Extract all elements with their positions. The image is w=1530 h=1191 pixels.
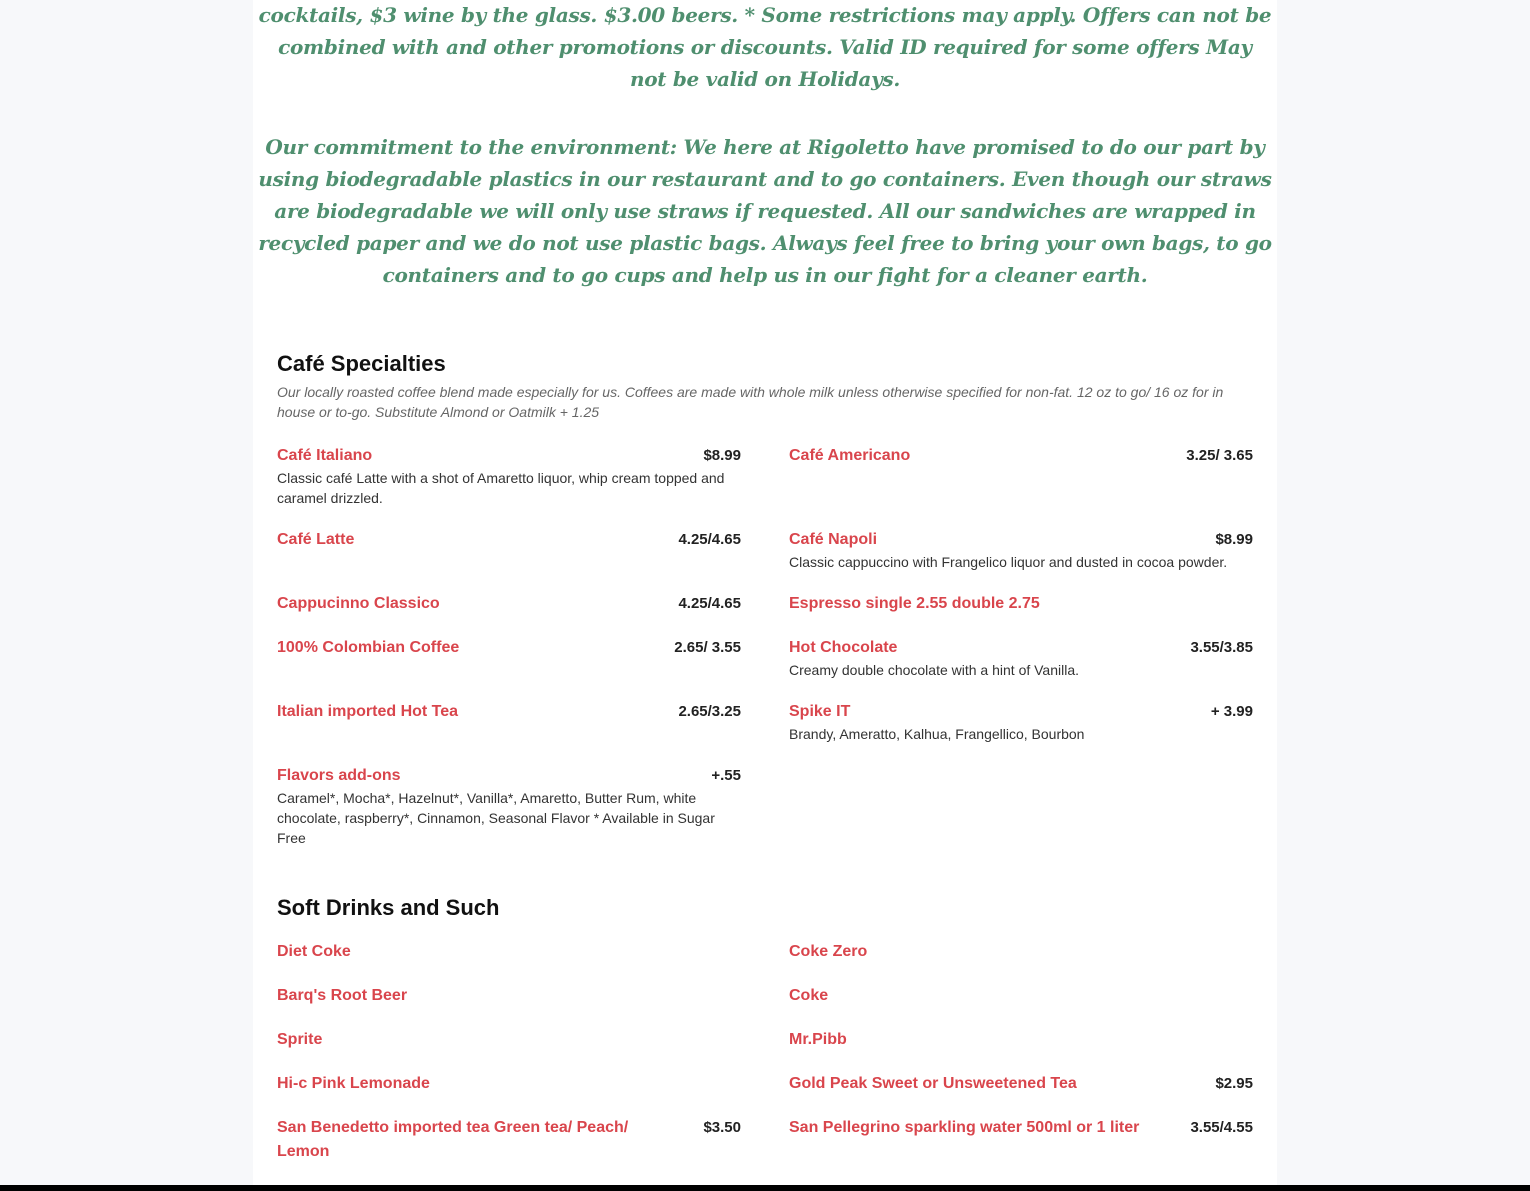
menu-item-description: Brandy, Ameratto, Kalhua, Frangellico, Bourbon bbox=[789, 726, 1085, 742]
menu-item bbox=[277, 984, 741, 1008]
menu-item-price: $8.99 bbox=[1215, 531, 1253, 548]
menu-item-price: 3.25/ 3.65 bbox=[1186, 447, 1253, 464]
menu-item-price: 3.55/4.55 bbox=[1190, 1119, 1253, 1136]
menu-item bbox=[277, 1072, 741, 1096]
menu-item-name: Coke Zero bbox=[789, 943, 868, 960]
menu-item-header bbox=[277, 1116, 741, 1164]
section-title: Café Specialties bbox=[277, 351, 446, 376]
menu-item bbox=[789, 1116, 1253, 1164]
menu-item-description: Classic café Latte with a shot of Amaretto liquor, whip cream topped and caramel drizzled. bbox=[277, 470, 725, 506]
menu-item-header bbox=[789, 940, 1253, 964]
menu-item-header bbox=[789, 700, 1253, 724]
menu-item-price: 4.25/4.65 bbox=[678, 595, 741, 612]
menu-item-name: Sprite bbox=[277, 1031, 323, 1048]
menu-item-name: Gold Peak Sweet or Unsweetened Tea bbox=[789, 1075, 1077, 1092]
menu-item-price: $8.99 bbox=[703, 447, 741, 464]
menu-item-header bbox=[789, 984, 1253, 1008]
menu-item-price: 2.65/ 3.55 bbox=[674, 639, 741, 656]
menu-item-name: Italian imported Hot Tea bbox=[277, 703, 459, 720]
menu-item-header bbox=[277, 700, 741, 724]
menu-item bbox=[277, 528, 741, 572]
menu-item-header bbox=[789, 636, 1253, 660]
menu-item-name: Flavors add-ons bbox=[277, 767, 401, 784]
menu-item-name: Cappucinno Classico bbox=[277, 595, 440, 612]
menu-item-header bbox=[789, 1028, 1253, 1052]
menu-item-header bbox=[789, 1116, 1253, 1140]
section-cafe-specialties bbox=[277, 348, 1253, 868]
promo-notice: cocktails, $3 wine by the glass. $3.00 beers. * Some restrictions may apply. Offers can not be combined with and other promotions or discounts. Valid ID required for some offers May not be valid on Holidays. bbox=[258, 3, 1272, 91]
menu-item-header bbox=[789, 592, 1253, 616]
menu-page bbox=[253, 0, 1277, 1185]
menu-item bbox=[277, 592, 741, 616]
menu-item-price: 3.55/3.85 bbox=[1190, 639, 1253, 656]
menu-item-description: Creamy double chocolate with a hint of Vanilla. bbox=[789, 662, 1080, 678]
menu-item-name: Café Latte bbox=[277, 531, 355, 548]
menu-item-name: 100% Colombian Coffee bbox=[277, 639, 460, 656]
menu-items-grid bbox=[277, 940, 1253, 1184]
menu-item bbox=[789, 592, 1253, 616]
menu-item-name: Barq's Root Beer bbox=[277, 987, 408, 1004]
menu-item-header bbox=[277, 940, 741, 964]
menu-item bbox=[789, 636, 1253, 680]
menu-item-price: + 3.99 bbox=[1210, 703, 1253, 720]
menu-item-header bbox=[277, 764, 741, 788]
section-title: Soft Drinks and Such bbox=[277, 895, 500, 920]
menu-item-name: Café Americano bbox=[789, 447, 911, 464]
menu-item bbox=[789, 1072, 1253, 1096]
menu-item-header bbox=[277, 528, 741, 552]
environment-notice: Our commitment to the environment: We here at Rigoletto have promised to do our part by using biodegradable plastics in our restaurant and to go containers. Even though our straws are biodegradable we will only use straws if requested. All our sandwiches are wrapped in recycled paper and we do not use plastic bags. Always feel free to bring your own bags, to go containers and to go cups and help us in our fight for a cleaner earth. bbox=[258, 135, 1272, 287]
menu-item-header bbox=[277, 1072, 741, 1096]
menu-item-price: +.55 bbox=[711, 767, 741, 784]
menu-item-description: Caramel*, Mocha*, Hazelnut*, Vanilla*, Amaretto, Butter Rum, white chocolate, raspberry*, Cinnamon, Seasonal Flavor * Available in Sugar Free bbox=[277, 790, 715, 846]
menu-item-name: Café Italiano bbox=[277, 447, 373, 464]
menu-item bbox=[277, 1116, 741, 1164]
menu-item-header bbox=[789, 1072, 1253, 1096]
menu-item-header bbox=[789, 528, 1253, 552]
section-soft-drinks bbox=[277, 892, 1253, 1184]
menu-item bbox=[277, 700, 741, 744]
menu-item-header bbox=[277, 984, 741, 1008]
menu-item-header bbox=[277, 1028, 741, 1052]
menu-item bbox=[789, 984, 1253, 1008]
menu-item bbox=[789, 700, 1253, 744]
menu-item bbox=[789, 940, 1253, 964]
menu-item bbox=[277, 636, 741, 680]
menu-item bbox=[277, 1028, 741, 1052]
menu-item bbox=[277, 940, 741, 964]
menu-item-description: Classic cappuccino with Frangelico liquor and dusted in cocoa powder. bbox=[789, 554, 1228, 570]
menu-item-price: $2.95 bbox=[1215, 1075, 1253, 1092]
menu-item-price: 2.65/3.25 bbox=[678, 703, 741, 720]
menu-item-name: Spike IT bbox=[789, 703, 851, 720]
menu-item-name: Diet Coke bbox=[277, 943, 351, 960]
menu-item-price: 4.25/4.65 bbox=[678, 531, 741, 548]
menu-item-header bbox=[277, 636, 741, 660]
menu-item-name: Espresso single 2.55 double 2.75 bbox=[789, 595, 1040, 612]
menu-items-grid bbox=[277, 444, 1253, 868]
section-intro: Our locally roasted coffee blend made especially for us. Coffees are made with whole milk unless otherwise specified for non-fat. 12 oz to go/ 16 oz for in house or to-go. Substitute Almond or Oatmilk + 1.25 bbox=[277, 384, 1224, 420]
menu-item-name: Hot Chocolate bbox=[789, 639, 898, 656]
menu-item-name: Mr.Pibb bbox=[789, 1031, 847, 1048]
menu-item bbox=[789, 1028, 1253, 1052]
menu-item-name: San Pellegrino sparkling water 500ml or 1 liter bbox=[789, 1119, 1140, 1136]
menu-item-header bbox=[789, 444, 1253, 468]
menu-item-name: San Benedetto imported tea Green tea/ Peach/ Lemon bbox=[277, 1119, 629, 1160]
bottom-bar bbox=[0, 1185, 1530, 1191]
menu-item bbox=[277, 764, 741, 848]
menu-item-price: $3.50 bbox=[703, 1119, 741, 1136]
menu-item-name: Hi-c Pink Lemonade bbox=[277, 1075, 430, 1092]
menu-item-name: Café Napoli bbox=[789, 531, 878, 548]
menu-item-name: Coke bbox=[789, 987, 829, 1004]
menu-item-header bbox=[277, 444, 741, 468]
menu-item bbox=[277, 444, 741, 508]
menu-item-header bbox=[277, 592, 741, 616]
menu-item bbox=[789, 444, 1253, 508]
menu-item bbox=[789, 528, 1253, 572]
